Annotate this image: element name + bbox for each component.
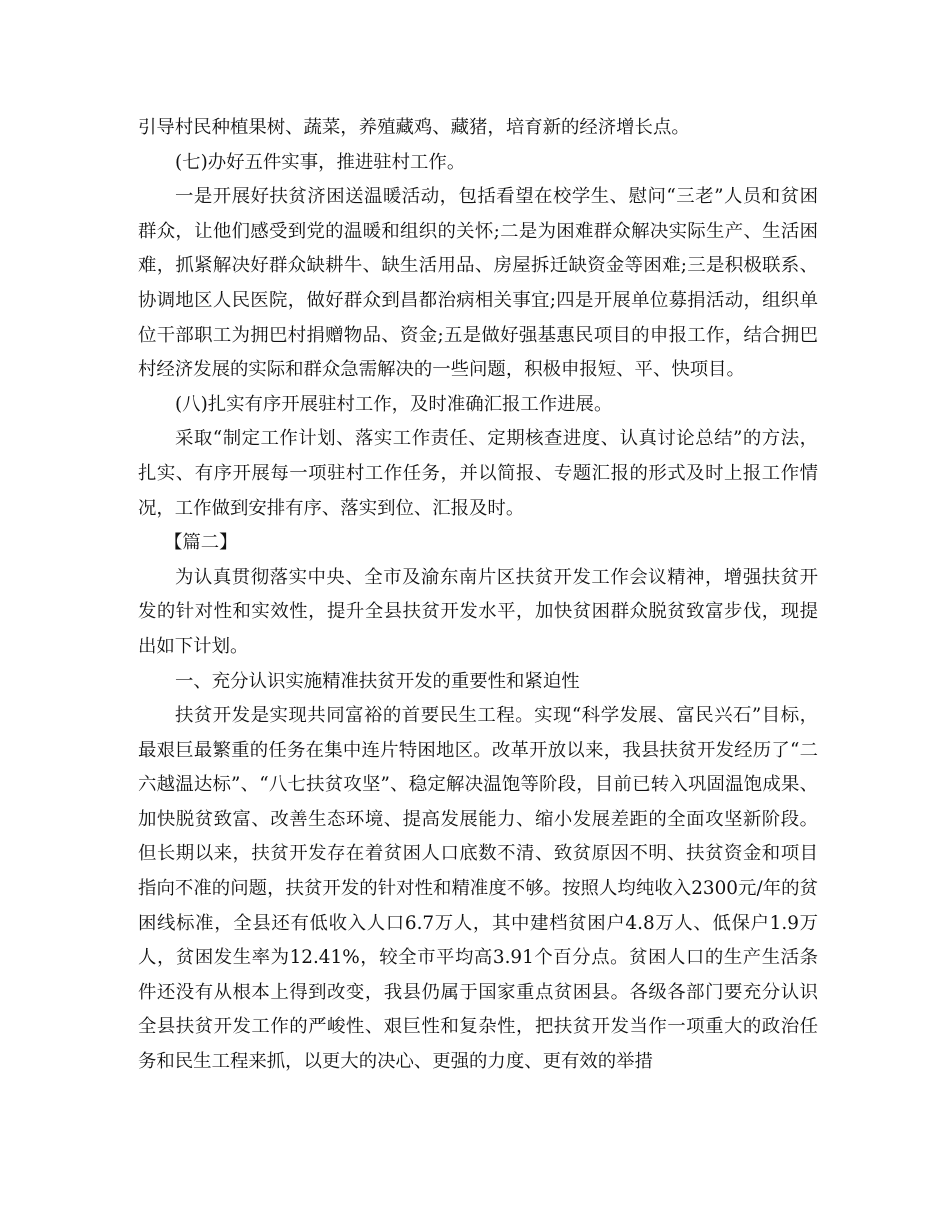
section-heading-eight: (八)扎实有序开展驻村工作，及时准确汇报工作进展。 [175, 393, 613, 415]
paragraph: 采取“制定工作计划、落实工作责任、定期核查进度、认真讨论总结”的方法，扎实、有序开展每一项驻村工作任务，并以简报、专题汇报的形式及时上报工作情况，工作做到安排有序、落实到位、汇报及时。 [138, 428, 818, 519]
paragraph: 为认真贯彻落实中央、全市及渝东南片区扶贫开发工作会议精神，增强扶贫开发的针对性和实效性，提升全县扶贫开发水平，加快贫困群众脱贫致富步伐，现提出如下计划。 [138, 566, 818, 657]
document-body [138, 111, 818, 1080]
section-heading-one: 一、充分认识实施精准扶贫开发的重要性和紧迫性 [175, 670, 580, 692]
chapter-heading: 【篇二】 [164, 532, 238, 554]
paragraph: 扶贫开发是实现共同富裕的首要民生工程。实现“科学发展、富民兴石”目标，最艰巨最繁重的任务在集中连片特困地区。改革开放以来，我县扶贫开发经历了“二六越温达标”、“八七扶贫攻坚”、稳定解决温饱等阶段，目前已转入巩固温饱成果、加快脱贫致富、改善生态环境、提高发展能力、缩小发展差距的全面攻坚新阶段。但长期以来，扶贫开发存在着贫困人口底数不清、致贫原因不明、扶贫资金和项目指向不准的问题，扶贫开发的针对性和精准度不够。按照人均纯收入2300元/年的贫困线标准，全县还有低收入人口6.7万人，其中建档贫困户4.8万人、低保户1.9万人，贫困发生率为12.41%，较全市平均高3.91个百分点。贫困人口的生产生活条件还没有从根本上得到改变，我县仍属于国家重点贫困县。各级各部门要充分认识全县扶贫开发工作的严峻性、艰巨性和复杂性，把扶贫开发当作一项重大的政治任务和民生工程来抓，以更大的决心、更强的力度、更有效的举措 [138, 705, 818, 1073]
section-heading-seven: (七)办好五件实事，推进驻村工作。 [175, 151, 466, 173]
paragraph: 引导村民种植果树、蔬菜，养殖藏鸡、藏猪，培育新的经济增长点。 [138, 117, 690, 138]
paragraph: 一是开展好扶贫济困送温暖活动，包括看望在校学生、慰问“三老”人员和贫困群众，让他们感受到党的温暖和组织的关怀;二是为困难群众解决实际生产、生活困难，抓紧解决好群众缺耕牛、缺生活用品、房屋拆迁缺资金等困难;三是积极联系、协调地区人民医院，做好群众到昌都治病相关事宜;四是开展单位募捐活动，组织单位干部职工为拥巴村捐赠物品、资金;五是做好强基惠民项目的申报工作，结合拥巴村经济发展的实际和群众急需解决的一些问题，积极申报短、平、快项目。 [138, 186, 818, 381]
